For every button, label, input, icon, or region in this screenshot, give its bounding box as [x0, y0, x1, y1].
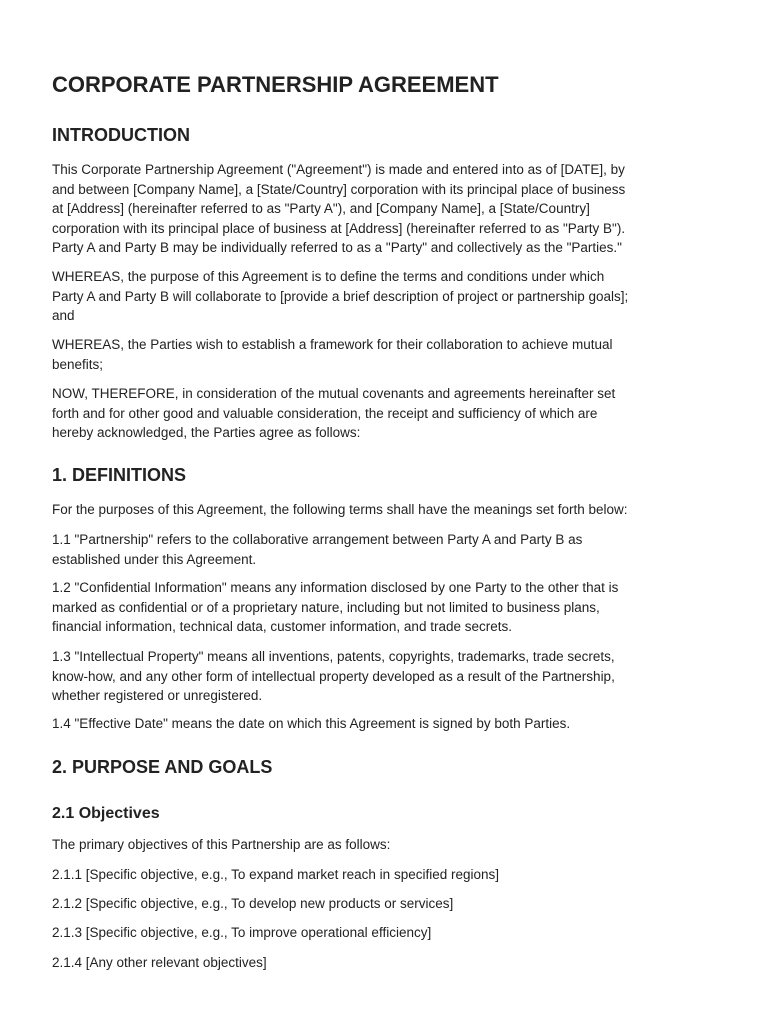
- text-line: Party A and Party B will collaborate to [provide a brief description of project or partnership goals];: [52, 288, 629, 304]
- text-line: This Corporate Partnership Agreement ("Agreement") is made and entered into as of [DATE], by: [52, 162, 625, 177]
- text-line: 1.2 "Confidential Information" means any information disclosed by one Party to the other that is: [52, 580, 619, 595]
- text-line: 2.1.1 [Specific objective, e.g., To expand market reach in specified regions]: [52, 867, 500, 882]
- text-line: The primary objectives of this Partnership are as follows:: [52, 837, 391, 852]
- text-line: 1.3 "Intellectual Property" means all inventions, patents, copyrights, trademarks, trade secrets,: [52, 649, 615, 664]
- definition-confidential-information: [52, 578, 722, 637]
- objective-item: [52, 865, 722, 885]
- text-line: whether registered or unregistered.: [52, 688, 263, 703]
- text-line: 2.1.2 [Specific objective, e.g., To develop new products or services]: [52, 896, 454, 911]
- text-line: For the purposes of this Agreement, the following terms shall have the meanings set forth below:: [52, 502, 628, 517]
- text-line: NOW, THEREFORE, in consideration of the mutual covenants and agreements hereinafter set: [52, 386, 616, 401]
- text-line: 2.1.3 [Specific objective, e.g., To improve operational efficiency]: [52, 925, 432, 940]
- document-title: CORPORATE PARTNERSHIP AGREEMENT: [52, 72, 499, 97]
- text-line: forth and for other good and valuable consideration, the receipt and sufficiency of which are: [52, 405, 598, 421]
- text-line: financial information, technical data, customer information, and trade secrets.: [52, 619, 512, 634]
- now-therefore-paragraph: [52, 384, 722, 443]
- text-line: marked as confidential or of a proprietary nature, including but not limited to business plans,: [52, 599, 600, 615]
- text-line: WHEREAS, the Parties wish to establish a framework for their collaboration to achieve mutual: [52, 337, 613, 352]
- definition-intellectual-property: [52, 647, 722, 706]
- objectives-heading: 2.1 Objectives: [52, 805, 160, 822]
- objective-item: [52, 894, 722, 914]
- definitions-heading: 1. DEFINITIONS: [52, 465, 187, 485]
- text-line: know-how, and any other form of intellectual property developed as a result of the Partnership,: [52, 668, 615, 684]
- text-line: hereby acknowledged, the Parties agree as follows:: [52, 425, 361, 440]
- text-line: at [Address] (hereinafter referred to as "Party A"), and [Company Name], a [State/Country]: [52, 201, 590, 216]
- text-line: and between [Company Name], a [State/Country] corporation with its principal place of business: [52, 181, 626, 197]
- text-line: 1.1 "Partnership" refers to the collaborative arrangement between Party A and Party B as: [52, 532, 583, 547]
- definitions-intro: [52, 500, 722, 520]
- objective-item: [52, 953, 722, 973]
- text-line: benefits;: [52, 356, 104, 372]
- text-line: corporation with its principal place of business at [Address] (hereinafter referred to as "Party B").: [52, 220, 626, 236]
- text-line: 2.1.4 [Any other relevant objectives]: [52, 955, 267, 970]
- text-line: and: [52, 308, 75, 323]
- objectives-intro: [52, 835, 722, 855]
- text-line: established under this Agreement.: [52, 551, 257, 567]
- introduction-heading: INTRODUCTION: [52, 125, 190, 145]
- whereas-purpose-paragraph: [52, 267, 722, 326]
- purpose-goals-heading: 2. PURPOSE AND GOALS: [52, 757, 273, 777]
- whereas-framework-paragraph: [52, 335, 722, 374]
- objective-item: [52, 923, 722, 943]
- introduction-paragraph: [52, 160, 722, 258]
- definition-partnership: [52, 530, 722, 569]
- text-line: Party A and Party B may be individually referred to as a "Party" and collectively as the "Parties.": [52, 240, 622, 255]
- definition-effective-date: [52, 714, 722, 734]
- text-line: WHEREAS, the purpose of this Agreement is to define the terms and conditions under which: [52, 269, 605, 284]
- text-line: 1.4 "Effective Date" means the date on which this Agreement is signed by both Parties.: [52, 716, 571, 731]
